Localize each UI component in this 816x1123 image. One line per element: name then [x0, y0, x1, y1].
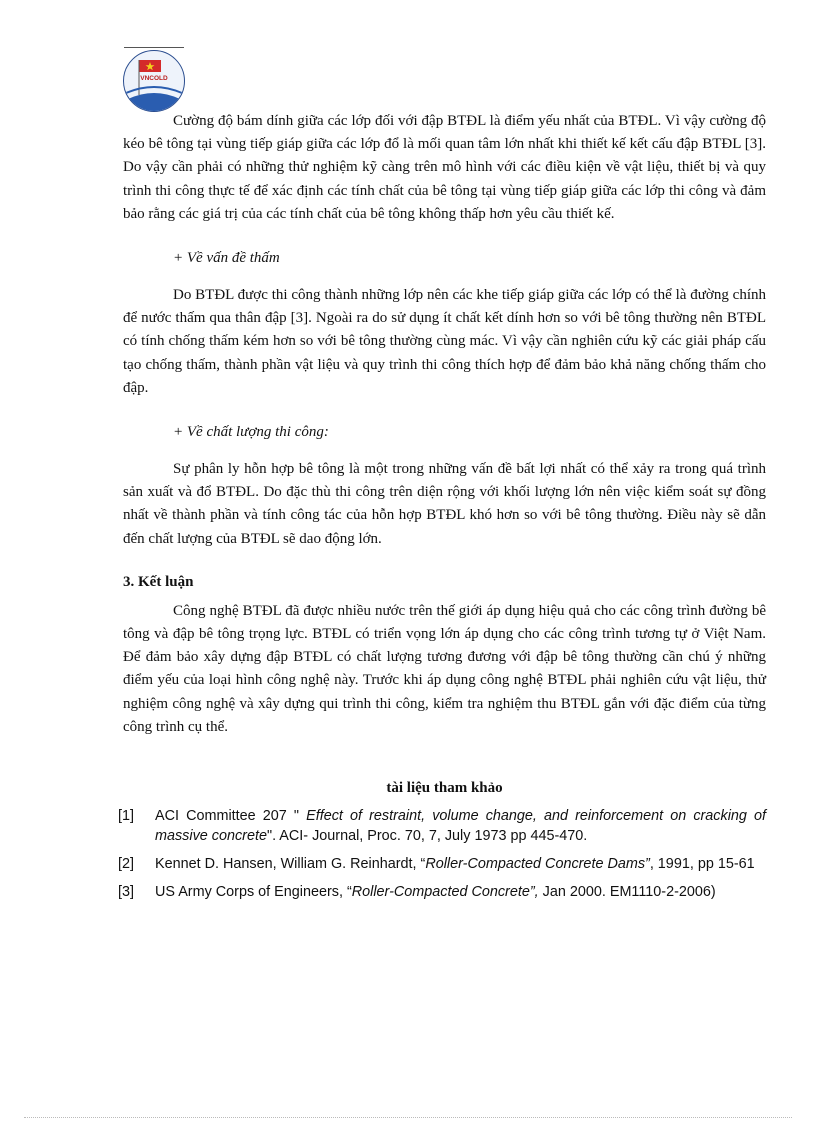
paragraph-bond-strength: Cường độ bám dính giữa các lớp đối với đập BTĐL là điểm yếu nhất của BTĐL. Vì vậy cường độ kéo bê tông tại vùng tiếp giáp giữa các lớp đổ là mối quan tâm lớn nhất khi thiết kế kết cấu đập BTĐL [3]. Do vậy cần phải có những thử nghiệm kỹ càng trên mô hình với các điều kiện về vật liệu, thiết bị và quy trình thi công thực tế để xác định các tính chất của bê tông tại vùng tiếp giáp giữa các lớp thi công và đảm bảo rằng các giá trị của các tính chất của bê tông không thấp hơn yêu cầu thiết kế. — [123, 113, 766, 222]
subheading-construction-quality: + Về chất lượng thi công: — [173, 424, 329, 441]
reference-authors: US Army Corps of Engineers, “ — [155, 884, 352, 901]
logo-label: VNCOLD — [140, 75, 168, 82]
paragraph-construction-quality: Sự phân ly hỗn hợp bê tông là một trong những vấn đề bất lợi nhất có thể xảy ra trong quá trình sản xuất và đổ BTĐL. Do đặc thù thi công trên diện rộng với khối lượng lớn nên việc kiểm soát sự đồng nhất về thành phần và tính công tác của hỗn hợp BTĐL khó hơn so với bê tông thường. Điều này sẽ dẫn đến chất lượng của BTĐL sẽ dao động lớn. — [123, 461, 766, 547]
reference-authors: ACI Committee 207 " — [155, 808, 307, 825]
reference-source: Jan 2000. EM1110-2-2006) — [538, 884, 716, 901]
paragraph-conclusion: Công nghệ BTĐL đã được nhiều nước trên thế giới áp dụng hiệu quả cho các công trình đường bê tông và đập bê tông trọng lực. BTĐL có triển vọng lớn áp dụng cho các công trình tương tự ở Việt Nam. Để đảm bảo xây dựng đập BTĐL có chất lượng tương đương với đập bê tông thường cần chú ý những điểm yếu của loại hình công nghệ này. Trước khi áp dụng công nghệ BTĐL phải nghiên cứu vật liệu, thử nghiệm công nghệ và xây dựng qui trình thi công, kiểm tra nghiệm thu BTĐL gắn với đặc điểm của từng công trình cụ thể. — [123, 602, 766, 735]
reference-text — [155, 806, 766, 846]
reference-item — [118, 854, 766, 874]
reference-title: Effect of restraint, volume change, and reinforcement on cracking of massive concrete — [155, 808, 767, 845]
references-list — [118, 806, 766, 902]
reference-item — [118, 882, 766, 902]
header-rule — [124, 47, 184, 48]
reference-authors: Kennet D. Hansen, William G. Reinhardt, “ — [155, 856, 426, 873]
reference-source: ". ACI- Journal, Proc. 70, 7, July 1973 pp 445-470. — [266, 828, 588, 845]
section-heading-conclusion: 3. Kết luận — [123, 573, 194, 590]
reference-text — [155, 854, 766, 874]
subheading-seepage: + Về vấn đề thấm — [173, 250, 280, 267]
reference-number: [1] — [118, 808, 134, 825]
paragraph-seepage: Do BTĐL được thi công thành những lớp nên các khe tiếp giáp giữa các lớp có thể là đường chính để nước thấm qua thân đập [3]. Ngoài ra do sử dụng ít chất kết dính hơn so với bê tông thường nên BTĐL có tính chống thấm kém hơn so với bê tông thường cùng mác. Vì vậy cần nghiên cứu kỹ các giải pháp cấu tạo chống thấm, thành phần vật liệu và quy trình thi công thích hợp để đảm bảo khả năng chống thấm cho đập. — [123, 287, 766, 396]
document-body — [118, 110, 767, 910]
reference-title: Roller-Compacted Concrete”, — [351, 884, 539, 901]
page-footer-rule — [24, 1117, 792, 1118]
references-title: tài liệu tham khảo — [386, 780, 503, 797]
reference-text — [155, 882, 766, 902]
reference-item — [118, 806, 766, 846]
reference-number: [3] — [118, 884, 134, 901]
reference-title: Roller-Compacted Concrete Dams” — [425, 856, 650, 873]
reference-source: , 1991, pp 15-61 — [649, 856, 755, 873]
reference-number: [2] — [118, 856, 134, 873]
vncold-logo-icon — [123, 50, 185, 112]
